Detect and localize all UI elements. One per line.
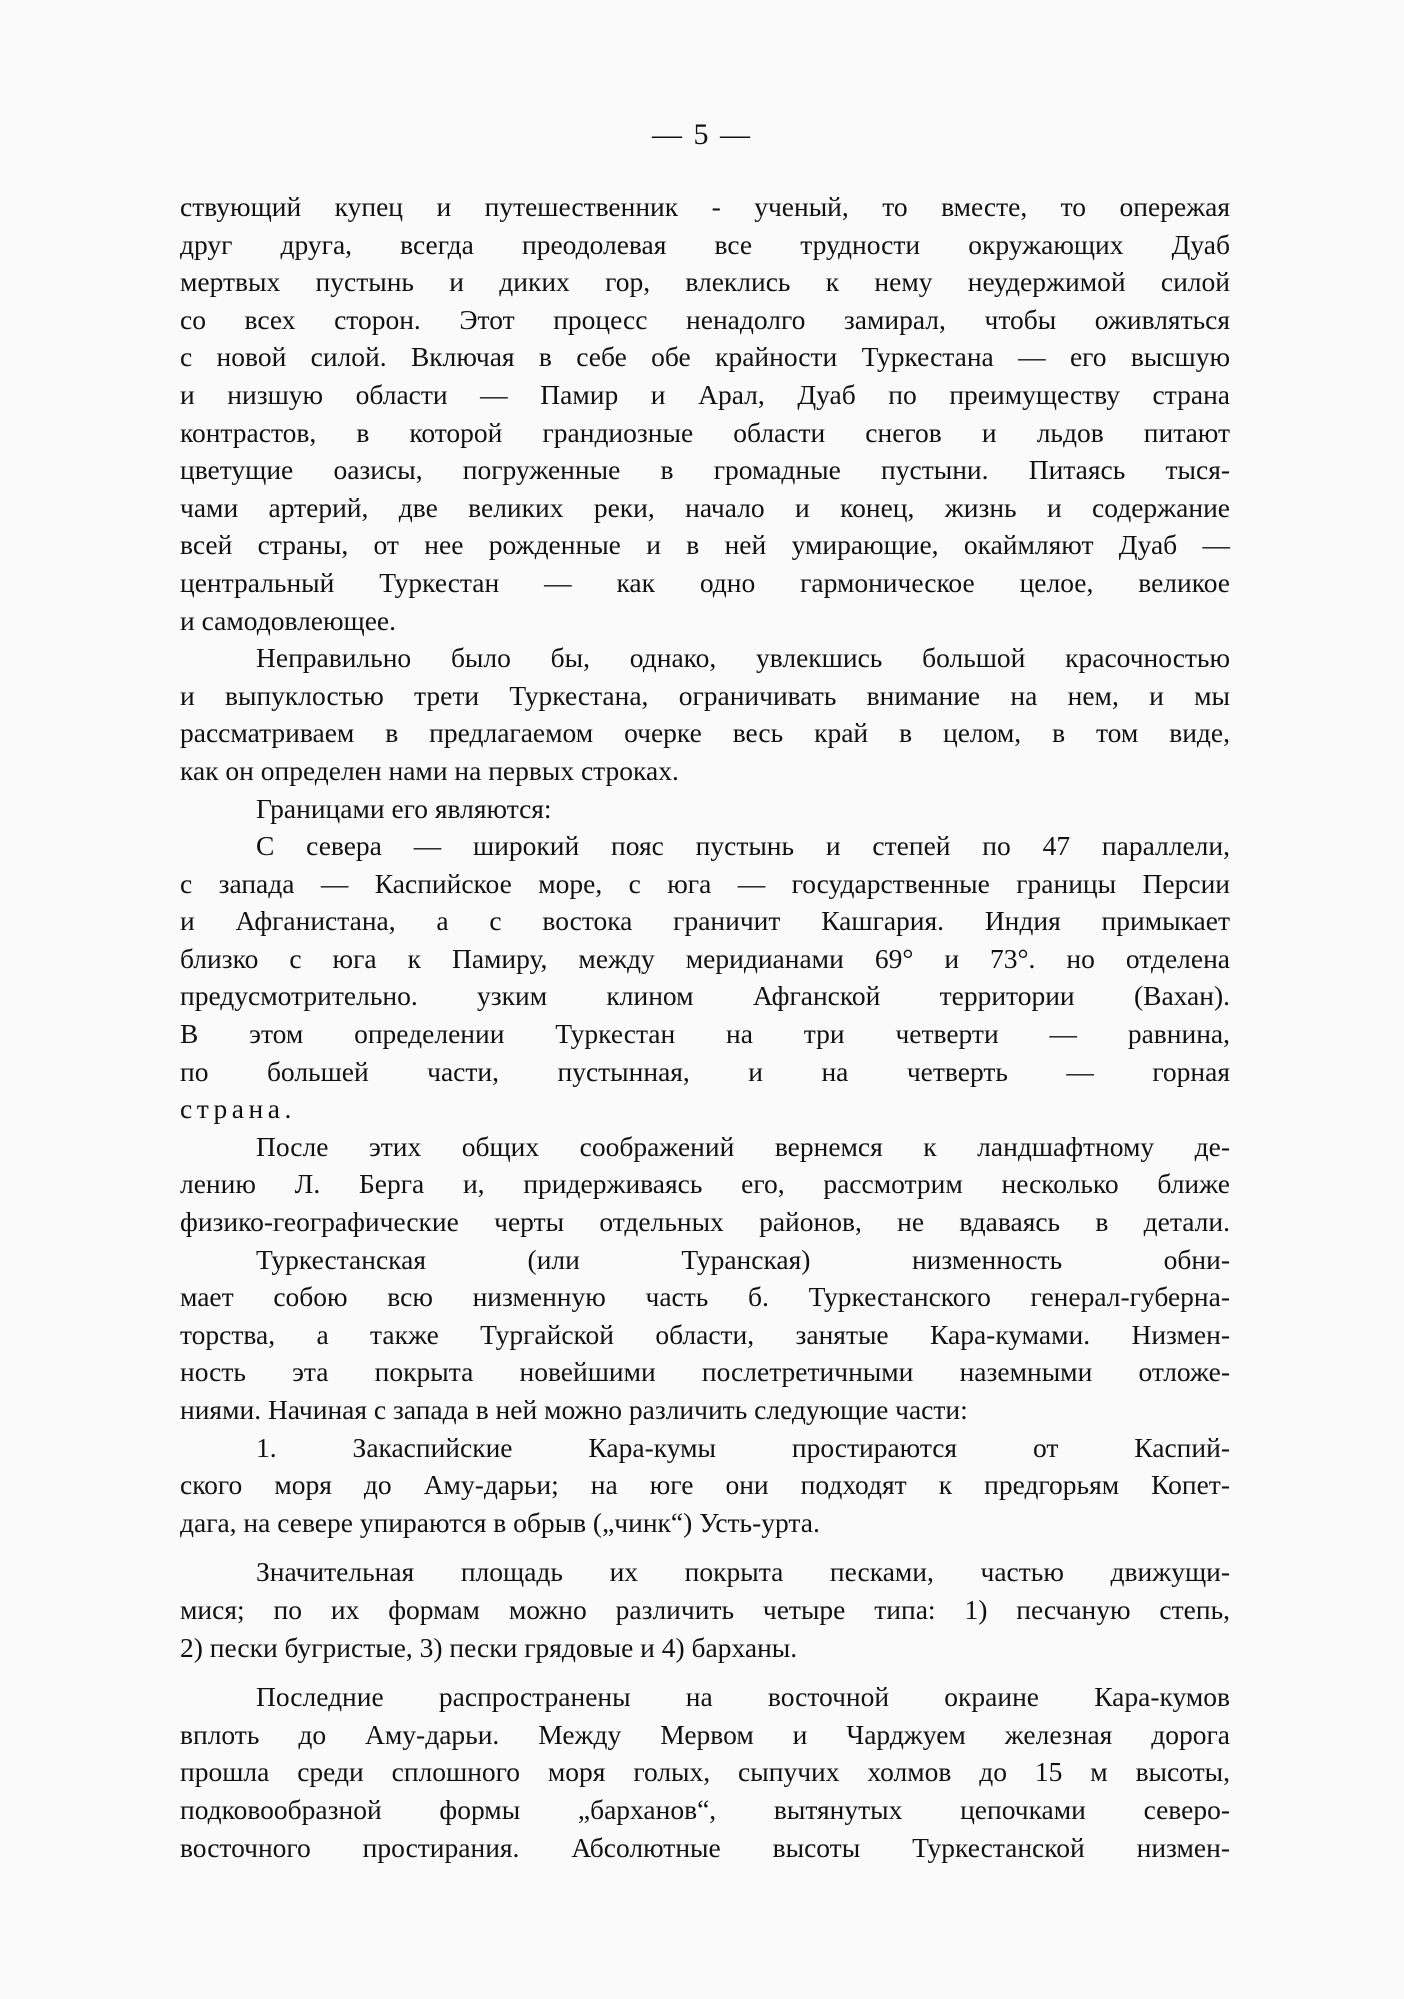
text-line: физико-географические черты отдельных районов, не вдаваясь в детали.	[180, 1206, 1230, 1238]
text-line: и Афганистана, а с востока граничит Кашгария. Индия примыкает	[180, 905, 1230, 937]
text-line: торства, а также Тургайской области, занятые Кара-кумами. Низмен-	[180, 1318, 1230, 1350]
text-line: ствующий купец и путешественник - ученый, то вместе, то опережая	[180, 191, 1230, 222]
text-line: Последние распространены на восточной окраине Кара-кумов	[256, 1681, 1230, 1713]
text-line: ность эта покрыта новейшими послетретичными наземными отложе-	[180, 1356, 1230, 1388]
text-line: страна.	[180, 1093, 296, 1125]
body-text	[180, 188, 1230, 1866]
text-line: вплоть до Аму-дарьи. Между Мервом и Чарджуем железная дорога	[180, 1718, 1230, 1750]
text-line: близко с юга к Памиру, между меридианами 69° и 73°. но отделена	[180, 942, 1230, 974]
text-line: центральный Туркестан — как одно гармоническое целое, великое	[180, 566, 1230, 598]
text-line: и самодовлеющее.	[180, 604, 396, 636]
text-line: восточного простирания. Абсолютные высоты Туркестанской низмен-	[180, 1831, 1230, 1863]
text-line: мися; по их формам можно различить четыре типа: 1) песчаную степь,	[180, 1593, 1230, 1625]
text-line: дага, на севере упираются в обрыв („чинк“) Усть-урта.	[180, 1506, 820, 1538]
text-line: 2) пески бугристые, 3) пески грядовые и 4) барханы.	[180, 1631, 798, 1663]
text-line: 1. Закаспийские Кара-кумы простираются от Каспий-	[256, 1431, 1230, 1463]
text-line: предусмотрительно. узким клином Афганской территории (Вахан).	[180, 980, 1230, 1012]
text-line: чами артерий, две великих реки, начало и конец, жизнь и содержание	[180, 491, 1230, 523]
text-line: С севера — широкий пояс пустынь и степей по 47 параллели,	[256, 830, 1230, 862]
text-line: ского моря до Аму-дарьи; на юге они подходят к предгорьям Копет-	[180, 1469, 1230, 1501]
text-line: и выпуклостью трети Туркестана, ограничивать внимание на нем, и мы	[180, 679, 1230, 711]
text-line: Туркестанская (или Туранская) низменность обни-	[256, 1243, 1230, 1275]
text-line: цветущие оазисы, погруженные в громадные пустыни. Питаясь тыся-	[180, 454, 1230, 486]
text-line: подковообразной формы „барханов“, вытянутых цепочками северо-	[180, 1793, 1230, 1825]
text-line: Границами его являются:	[256, 792, 552, 824]
text-line: рассматриваем в предлагаемом очерке весь край в целом, в том виде,	[180, 717, 1230, 749]
text-line: мает собою всю низменную часть б. Туркестанского генерал-губерна-	[180, 1281, 1230, 1313]
text-line: и низшую области — Памир и Арал, Дуаб по преимуществу страна	[180, 378, 1230, 410]
text-line: прошла среди сплошного моря голых, сыпучих холмов до 15 м высоты,	[180, 1756, 1230, 1788]
text-line: мертвых пустынь и диких гор, влеклись к нему неудержимой силой	[180, 266, 1230, 298]
text-line: После этих общих соображений вернемся к ландшафтному де-	[256, 1130, 1230, 1162]
text-line: с новой силой. Включая в себе обе крайности Туркестана — его высшую	[180, 341, 1230, 373]
text-line: как он определен нами на первых строках.	[180, 754, 679, 786]
text-line: всей страны, от нее рожденные и в ней умирающие, окаймляют Дуаб —	[180, 529, 1230, 561]
text-line: со всех сторон. Этот процесс ненадолго замирал, чтобы оживляться	[180, 303, 1230, 335]
text-line: Значительная площадь их покрыта песками, частью движущи-	[256, 1556, 1230, 1588]
text-line: В этом определении Туркестан на три четверти — равнина,	[180, 1018, 1230, 1050]
text-line: с запада — Каспийское море, с юга — государственные границы Персии	[180, 867, 1230, 899]
text-line: Неправильно было бы, однако, увлекшись большой красочностью	[256, 642, 1230, 674]
text-line: лению Л. Берга и, придерживаясь его, рассмотрим несколько ближе	[180, 1168, 1230, 1200]
text-line: контрастов, в которой грандиозные области снегов и льдов питают	[180, 416, 1230, 448]
text-line: ниями. Начиная с запада в ней можно различить следующие части:	[180, 1394, 968, 1425]
page-number: — 5 —	[652, 118, 752, 151]
text-line: по большей части, пустынная, и на четверть — горная	[180, 1055, 1230, 1087]
text-line: друг друга, всегда преодолевая все трудности окружающих Дуаб	[180, 228, 1230, 260]
